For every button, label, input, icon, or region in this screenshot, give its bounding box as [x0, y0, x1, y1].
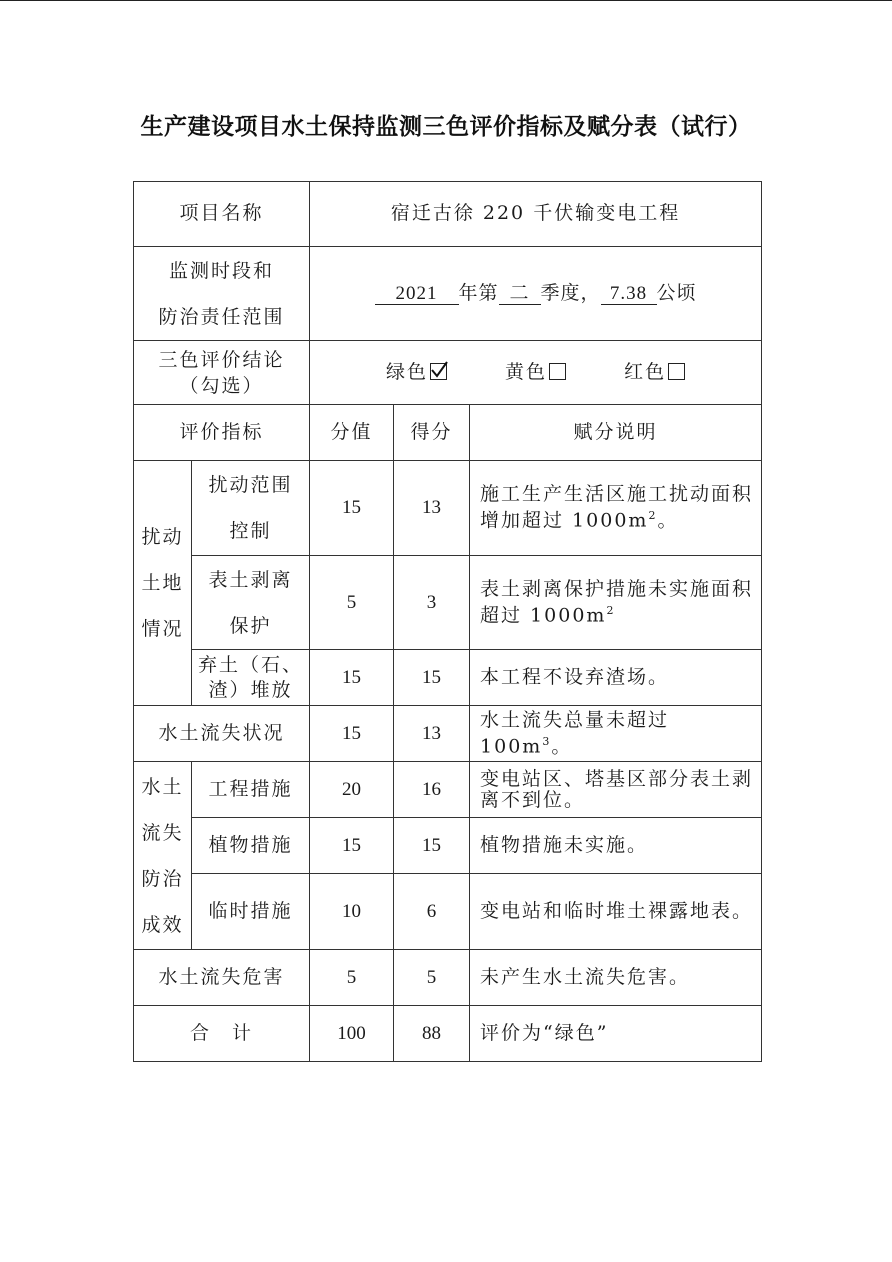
- conclusion-label-line2: （勾选）: [179, 374, 264, 397]
- row-desc-text: 增加超过 1000m: [480, 509, 649, 532]
- page-title: 生产建设项目水土保持监测三色评价指标及赋分表（试行）: [140, 114, 752, 140]
- row-name: [192, 650, 310, 706]
- row-name: [192, 556, 310, 650]
- row-value: 5: [310, 950, 394, 1006]
- row-value: 15: [310, 706, 394, 762]
- group-disturb-line1: 扰动: [141, 526, 184, 548]
- conclusion-label: [134, 341, 310, 405]
- period-label-line2: 防治责任范围: [158, 305, 285, 328]
- row-desc: [470, 706, 762, 762]
- row-score: 3: [394, 556, 470, 650]
- row-value: 10: [310, 874, 394, 950]
- group-prevent-line4: 成效: [141, 913, 184, 936]
- row-name: 植物措施: [192, 818, 310, 874]
- row-name: 水土流失状况: [134, 706, 310, 762]
- conclusion-options: [310, 341, 762, 405]
- option-green[interactable]: [386, 361, 447, 385]
- row-value: 15: [310, 650, 394, 706]
- table-row: [134, 950, 762, 1006]
- option-green-label: 绿色: [385, 360, 428, 383]
- table-row: [134, 556, 762, 650]
- header-indicator: 评价指标: [134, 405, 310, 461]
- evaluation-table: [133, 181, 762, 1062]
- table-row: [134, 706, 762, 762]
- group-prevent-label: [134, 762, 192, 950]
- row-desc: [470, 461, 762, 556]
- row-score: 5: [394, 950, 470, 1006]
- header-score-got: 得分: [394, 405, 470, 461]
- table-row: [134, 874, 762, 950]
- project-name-value: 宿迁古徐 220 千伏输变电工程: [310, 182, 762, 247]
- row-name: 临时措施: [192, 874, 310, 950]
- unchecked-checkbox-icon[interactable]: [549, 363, 566, 380]
- row-name-line1: 弃土（石、: [198, 653, 304, 676]
- row-score: 6: [394, 874, 470, 950]
- row-desc-line1: 变电站区、塔基区部分表土剥: [480, 767, 754, 790]
- row-desc-text: 水土流失总量未超过 100m: [480, 708, 670, 758]
- row-score: 16: [394, 762, 470, 818]
- row-desc-end: 。: [657, 509, 679, 532]
- total-label: 合 计: [134, 1006, 310, 1062]
- row-desc: [470, 762, 762, 818]
- row-desc-sup: 3: [542, 734, 552, 748]
- option-red-label: 红色: [624, 360, 667, 383]
- group-disturb-line3: 情况: [141, 618, 184, 640]
- checked-checkbox-icon[interactable]: [430, 363, 447, 380]
- header-explanation: 赋分说明: [470, 405, 762, 461]
- row-desc-end: 。: [551, 735, 573, 758]
- table-row: [134, 461, 762, 556]
- row-desc-line2: [480, 600, 753, 626]
- conclusion-label-line1: 三色评价结论: [158, 348, 285, 371]
- total-value: 100: [310, 1006, 394, 1062]
- unchecked-checkbox-icon[interactable]: [668, 363, 685, 380]
- period-quarter: 二: [499, 284, 541, 305]
- row-value: 5: [310, 556, 394, 650]
- period-quarter-suffix: 季度，: [540, 281, 601, 304]
- project-row: [134, 182, 762, 247]
- row-score: 13: [394, 706, 470, 762]
- option-yellow[interactable]: [505, 361, 566, 385]
- row-desc: 本工程不设弃渣场。: [470, 650, 762, 706]
- period-value: [310, 247, 762, 341]
- group-prevent-line3: 防治: [141, 867, 184, 890]
- row-value: 15: [310, 818, 394, 874]
- header-row: [134, 405, 762, 461]
- row-desc: [470, 556, 762, 650]
- period-year-suffix: 年第: [458, 281, 499, 304]
- row-name-line1: 扰动范围: [208, 474, 293, 496]
- group-disturb-line2: 土地: [141, 572, 184, 594]
- row-desc-sup: 2: [648, 509, 658, 523]
- row-desc-line1: 施工生产生活区施工扰动面积: [480, 483, 754, 506]
- row-name-line1: 表土剥离: [208, 568, 293, 591]
- period-area: 7.38: [601, 284, 657, 305]
- option-red[interactable]: [624, 361, 685, 385]
- project-name-label: 项目名称: [134, 182, 310, 247]
- period-label: [134, 247, 310, 341]
- row-score: 15: [394, 650, 470, 706]
- row-name-line2: 控制: [229, 520, 272, 542]
- period-label-line1: 监测时段和: [169, 259, 275, 282]
- row-name: 水土流失危害: [134, 950, 310, 1006]
- period-year: 2021: [375, 284, 459, 305]
- top-border-line: [0, 0, 892, 1]
- row-name: 工程措施: [192, 762, 310, 818]
- period-row: [134, 247, 762, 341]
- row-desc-line2: 离不到位。: [480, 788, 586, 811]
- table-row: [134, 762, 762, 818]
- total-row: [134, 1006, 762, 1062]
- row-desc-line1: 表土剥离保护措施未实施面积: [480, 577, 754, 600]
- period-area-unit: 公顷: [656, 281, 697, 304]
- row-value: 15: [310, 461, 394, 556]
- total-score: 88: [394, 1006, 470, 1062]
- row-value: 20: [310, 762, 394, 818]
- row-name: [192, 461, 310, 556]
- header-score-value: 分值: [310, 405, 394, 461]
- row-name-line2: 渣）堆放: [208, 678, 293, 701]
- row-score: 13: [394, 461, 470, 556]
- row-desc: 未产生水土流失危害。: [470, 950, 762, 1006]
- total-desc: 评价为“绿色”: [470, 1006, 762, 1062]
- option-yellow-label: 黄色: [505, 360, 548, 383]
- conclusion-row: [134, 341, 762, 405]
- group-prevent-line2: 流失: [141, 821, 184, 844]
- row-name-line2: 保护: [229, 614, 272, 637]
- row-desc: 植物措施未实施。: [470, 818, 762, 874]
- group-disturb-label: [134, 461, 192, 706]
- row-desc-sup: 2: [606, 603, 616, 617]
- table-row: [134, 650, 762, 706]
- row-desc-line2: [480, 505, 753, 531]
- row-desc-text: 超过 1000m: [480, 604, 607, 627]
- group-prevent-line1: 水土: [141, 775, 184, 798]
- row-score: 15: [394, 818, 470, 874]
- row-desc: 变电站和临时堆土裸露地表。: [470, 874, 762, 950]
- table-row: [134, 818, 762, 874]
